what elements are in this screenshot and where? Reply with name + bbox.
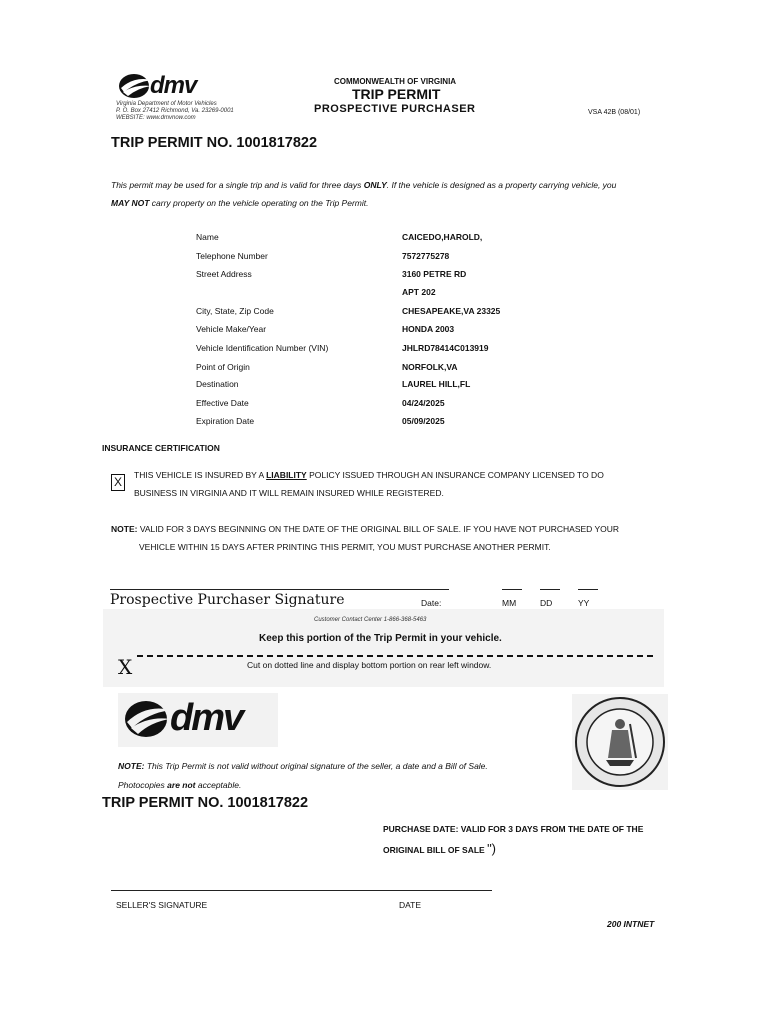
insurance-text: THIS VEHICLE IS INSURED BY A LIABILITY POLICY ISSUED THROUGH AN INSURANCE COMPANY LICENSED TO DO BUSINESS IN VIRGINIA AND IT WILL REMAIN INSURED WHILE REGISTERED.: [134, 470, 604, 498]
field-value-expiration-date: 05/09/2025: [402, 416, 445, 426]
dd-line: [540, 589, 560, 590]
dept-line-3: WEBSITE: www.dmvnow.com: [116, 115, 196, 121]
customer-contact-center: Customer Contact Center 1-866-368-5463: [314, 617, 427, 623]
field-value-name: CAICEDO,HAROLD,: [402, 232, 483, 242]
prospective-purchaser-signature-label: Prospective Purchaser Signature: [110, 592, 345, 608]
field-value-street: 3160 PETRE RD: [402, 269, 467, 279]
field-label-effective-date: Effective Date: [196, 398, 249, 408]
field-label-make: Vehicle Make/Year: [196, 324, 267, 334]
intnet-code: 200 INTNET: [607, 919, 655, 929]
keep-portion-text: Keep this portion of the Trip Permit in your vehicle.: [259, 633, 502, 644]
permit-number-bottom: TRIP PERMIT NO. 1001817822: [102, 795, 309, 811]
dmv-logo-swoosh-large-icon: [124, 699, 172, 739]
intro-paragraph: This permit may be used for a single trip and is valid for three days ONLY. If the vehicle is designed as a property carrying vehicle, you MAY NOT carry property on the vehicle operating on the Trip Permit.: [111, 180, 617, 208]
insurance-heading: INSURANCE CERTIFICATION: [102, 443, 220, 453]
field-label-city: City, State, Zip Code: [196, 306, 274, 316]
field-label-name: Name: [196, 232, 219, 242]
dmv-logo-large-text: dmv: [170, 697, 243, 739]
field-value-effective-date: 04/24/2025: [402, 398, 445, 408]
prospective-purchaser-heading: PROSPECTIVE PURCHASER: [314, 103, 476, 115]
seller-date-label: DATE: [399, 900, 422, 910]
yy-label: YY: [578, 598, 590, 608]
field-value-make: HONDA 2003: [402, 324, 455, 334]
yy-line: [578, 589, 598, 590]
purchase-date-note: PURCHASE DATE: VALID FOR 3 DAYS FROM THE DATE OF THE ORIGINAL BILL OF SALE "): [383, 824, 644, 856]
field-label-origin: Point of Origin: [196, 362, 250, 372]
dept-line-2: P. O. Box 27412 Richmond, Va. 23269-0001: [116, 108, 234, 114]
field-value-city: CHESAPEAKE,VA 23325: [402, 306, 501, 316]
dd-label: DD: [540, 598, 553, 608]
virginia-seal-icon: [572, 694, 668, 790]
field-value-street-2: APT 202: [402, 287, 436, 297]
signature-validity-note: NOTE: This Trip Permit is not valid without original signature of the seller, a date and a Bill of Sale. Photocopies are not acceptable.: [118, 761, 488, 790]
signature-line: [110, 589, 449, 590]
seller-signature-line: [111, 890, 492, 891]
field-label-vin: Vehicle Identification Number (VIN): [196, 343, 329, 353]
trip-permit-heading: TRIP PERMIT: [352, 86, 441, 102]
dmv-logo-large: [118, 693, 278, 747]
field-value-vin: JHLRD78414C013919: [402, 343, 489, 353]
dotted-cut-line: [137, 655, 653, 657]
insurance-checkbox[interactable]: X: [111, 474, 125, 491]
field-value-telephone: 7572775278: [402, 251, 450, 261]
seller-signature-label: SELLER'S SIGNATURE: [116, 900, 208, 910]
permit-number: TRIP PERMIT NO. 1001817822: [111, 135, 318, 151]
dept-line-1: Virginia Department of Motor Vehicles: [116, 101, 217, 107]
field-value-origin: NORFOLK,VA: [402, 362, 458, 372]
field-label-destination: Destination: [196, 379, 239, 389]
field-value-destination: LAUREL HILL,FL: [402, 379, 471, 389]
form-number: VSA 42B (08/01): [588, 109, 641, 116]
mm-line: [502, 589, 522, 590]
field-label-street: Street Address: [196, 269, 252, 279]
field-label-telephone: Telephone Number: [196, 251, 268, 261]
commonwealth-heading: COMMONWEALTH OF VIRGINIA: [334, 77, 457, 86]
field-label-expiration-date: Expiration Date: [196, 416, 255, 426]
dmv-logo-swoosh-icon: [118, 72, 154, 100]
mm-label: MM: [502, 598, 517, 608]
cut-x-mark: X: [118, 655, 133, 679]
signature-date-label: Date:: [421, 598, 442, 608]
cut-instructions: Cut on dotted line and display bottom portion on rear left window.: [247, 660, 492, 670]
validity-note: NOTE: VALID FOR 3 DAYS BEGINNING ON THE DATE OF THE ORIGINAL BILL OF SALE. IF YOU HAVE NOT PURCHASED YOUR VEHICLE WITHIN 15 DAYS AFTER PRINTING THIS PERMIT, YOU MUST PURCHASE ANOTHER PERMIT.: [111, 524, 620, 552]
dmv-logo-text: dmv: [150, 72, 197, 99]
